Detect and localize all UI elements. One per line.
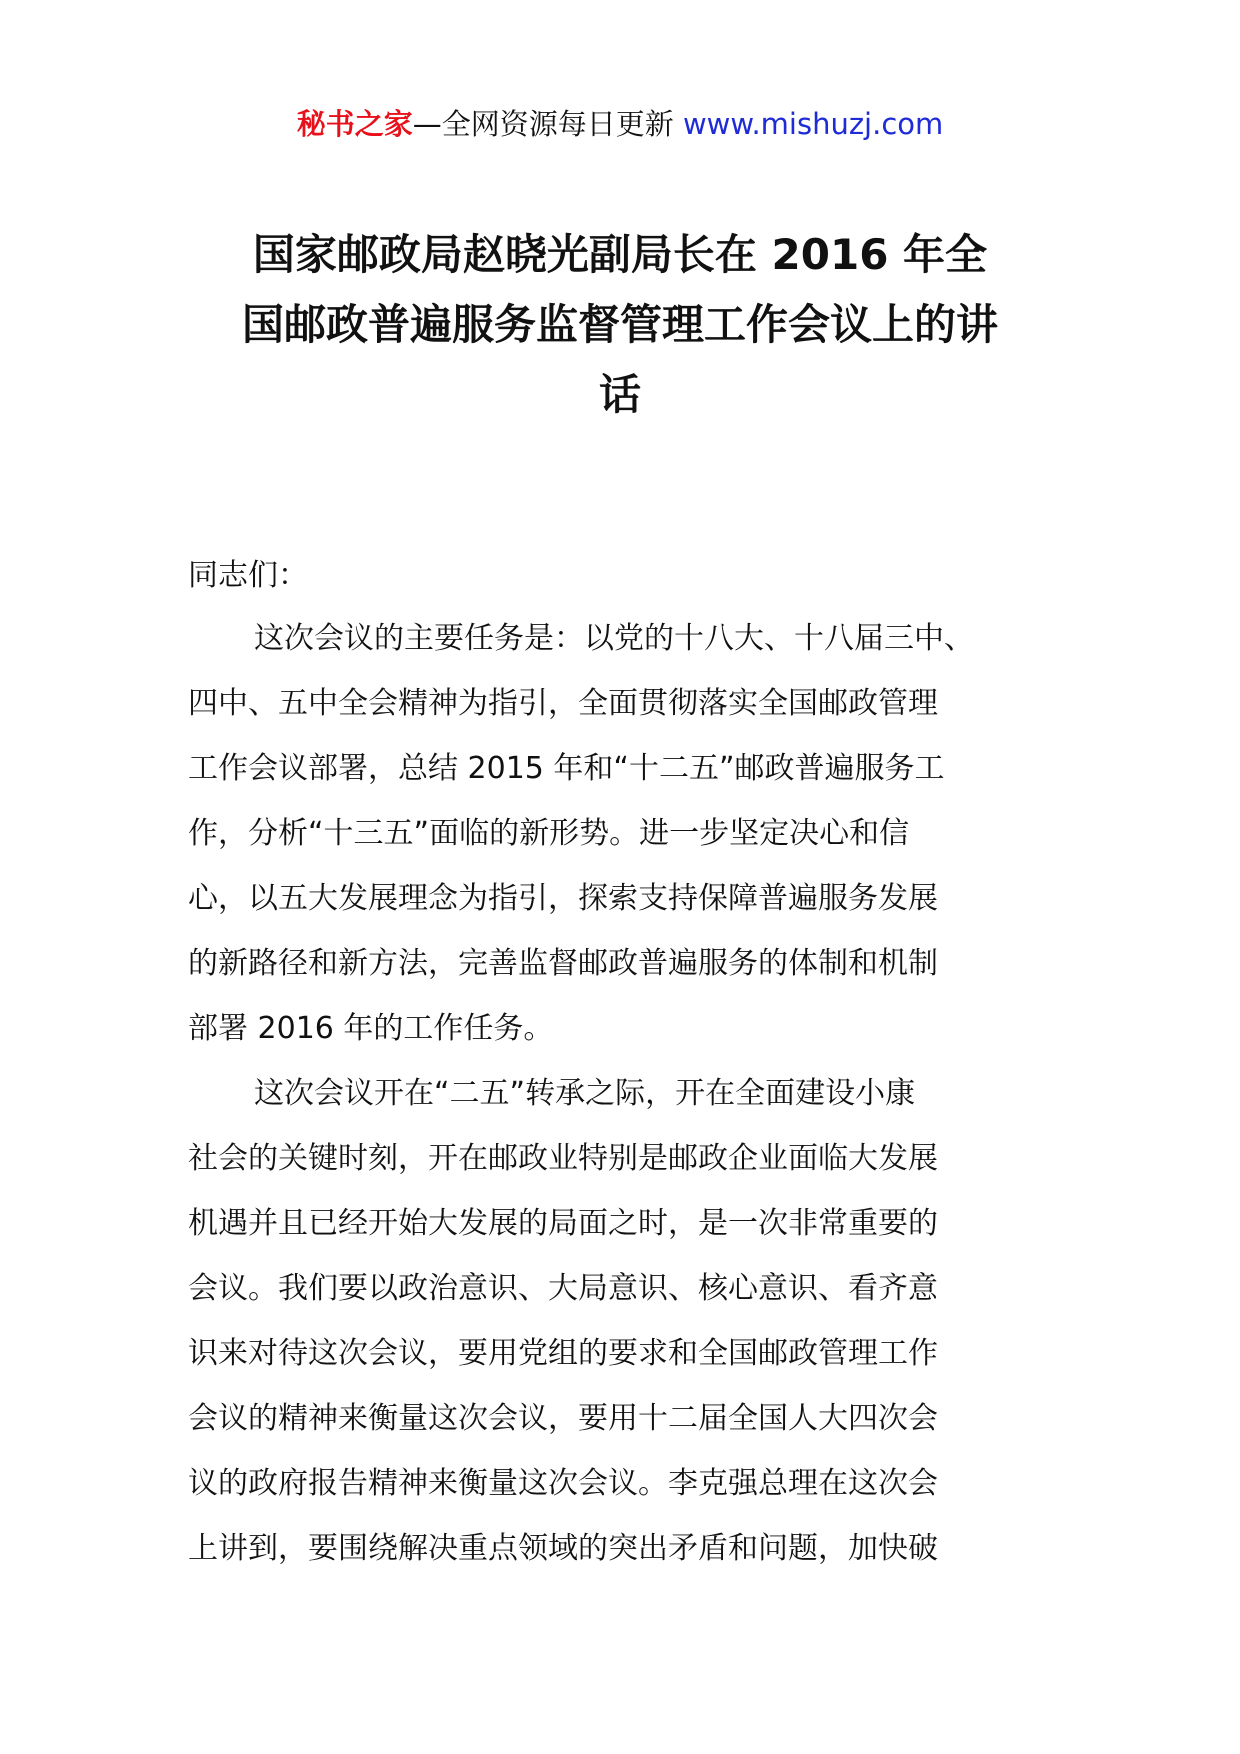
watermark-slogan: —全网资源每日更新 — [412, 107, 674, 141]
title-line: 国家邮政局赵晓光副局长在 2016 年全 — [252, 230, 988, 279]
watermark-url: www.mishuzj.com — [682, 107, 944, 141]
paragraph-line: 议的政府报告精神来衡量这次会议。李克强总理在这次会 — [188, 1466, 938, 1501]
paragraph-line: 作，分析“十三五”面临的新形势。进一步坚定决心和信 — [188, 816, 910, 851]
paragraph-line: 这次会议的主要任务是：以党的十八大、十八届三中、 — [254, 621, 974, 656]
paragraph-line: 心，以五大发展理念为指引，探索支持保障普遍服务发展 — [188, 881, 938, 916]
paragraph-line: 四中、五中全会精神为指引，全面贯彻落实全国邮政管理 — [188, 686, 938, 721]
title-line: 话 — [598, 370, 641, 419]
watermark-brand: 秘书之家 — [296, 107, 413, 141]
document-body — [188, 619, 1078, 1594]
title-line: 国邮政普遍服务监督管理工作会议上的讲 — [241, 300, 998, 349]
paragraph-line: 工作会议部署，总结 2015 年和“十二五”邮政普遍服务工 — [188, 751, 945, 786]
watermark-header — [0, 104, 1240, 144]
paragraph-line: 上讲到，要围绕解决重点领域的突出矛盾和问题，加快破 — [188, 1531, 938, 1566]
salutation: 同志们： — [188, 558, 308, 593]
paragraph-line: 会议。我们要以政治意识、大局意识、核心意识、看齐意 — [188, 1271, 938, 1306]
document-title — [180, 220, 1060, 430]
paragraph-line: 社会的关键时刻，开在邮政业特别是邮政企业面临大发展 — [188, 1141, 938, 1176]
paragraph-line: 识来对待这次会议，要用党组的要求和全国邮政管理工作 — [188, 1336, 938, 1371]
paragraph-line: 这次会议开在“二五”转承之际，开在全面建设小康 — [254, 1076, 916, 1111]
paragraph-line: 机遇并且已经开始大发展的局面之时，是一次非常重要的 — [188, 1206, 938, 1241]
paragraph-line: 的新路径和新方法，完善监督邮政普遍服务的体制和机制 — [188, 946, 938, 981]
paragraph-line: 部署 2016 年的工作任务。 — [188, 1011, 554, 1046]
paragraph-line: 会议的精神来衡量这次会议，要用十二届全国人大四次会 — [188, 1401, 938, 1436]
